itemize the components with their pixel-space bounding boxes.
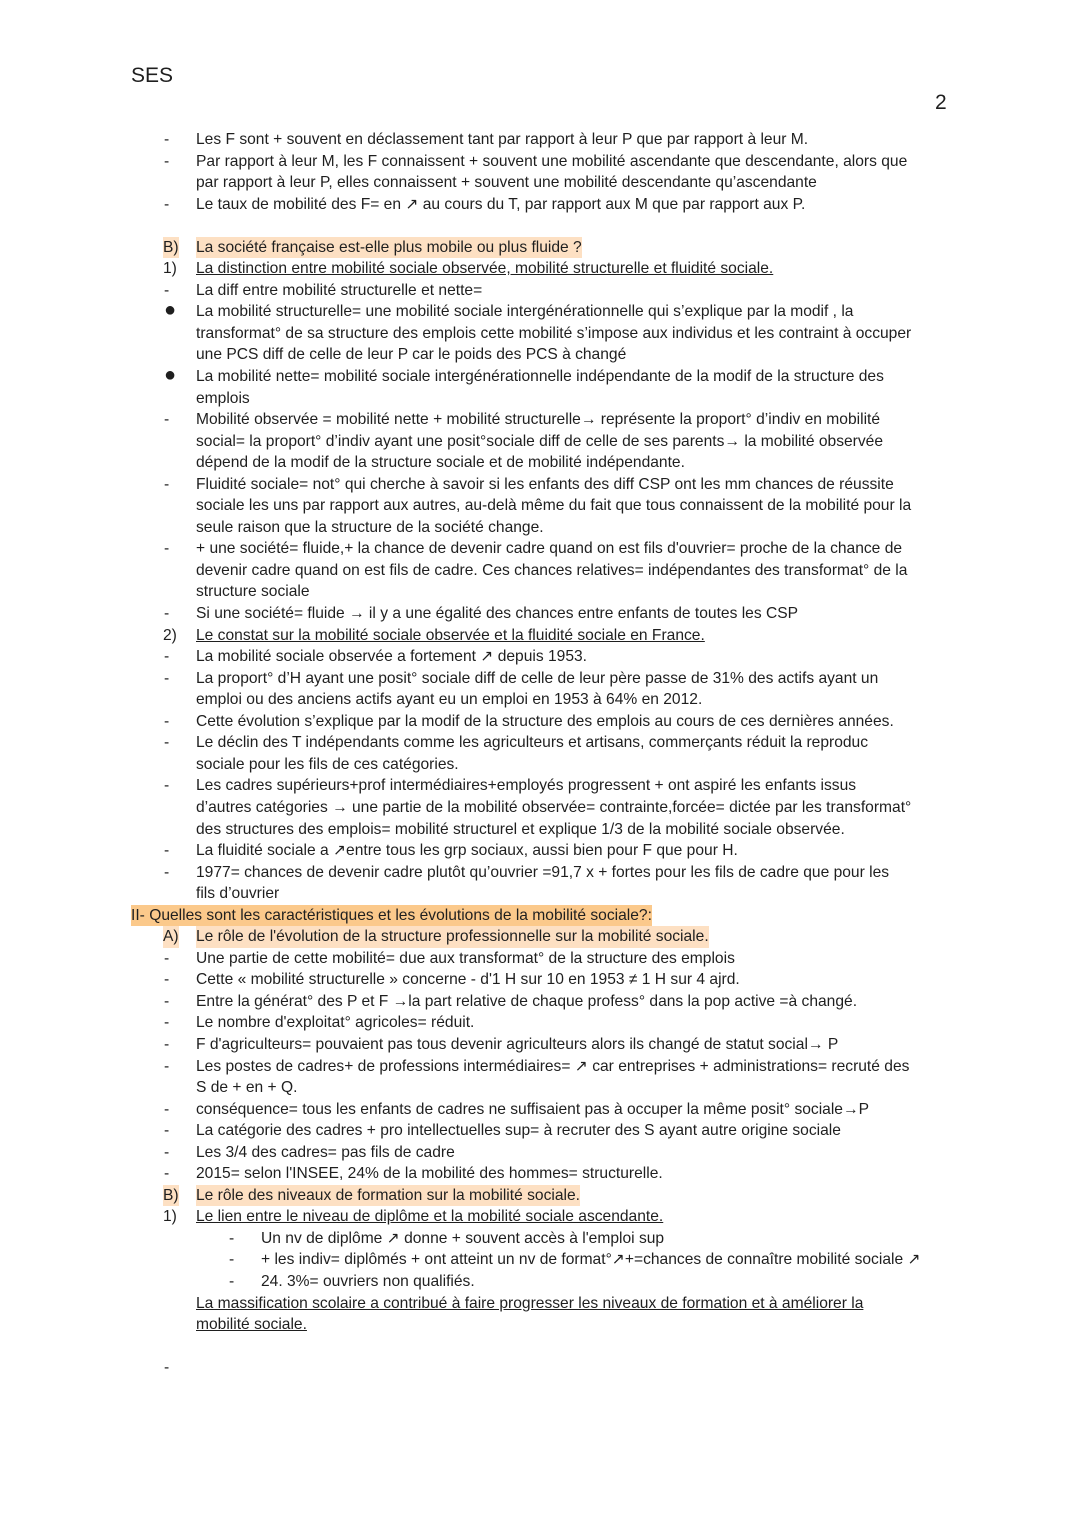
underlined-heading: mobilité sociale. <box>196 1316 307 1334</box>
line-text: conséquence= tous les enfants de cadres ne suffisaient pas à occuper la même posit° sociale→P <box>196 1100 869 1118</box>
text-line <box>0 474 1080 496</box>
text-line <box>0 301 1080 323</box>
subsection-heading: Le rôle de l'évolution de la structure professionnelle sur la mobilité sociale. <box>196 926 709 948</box>
line-text: 1977= chances de devenir cadre plutôt qu’ouvrier =91,7 x + fortes pour les fils de cadre que pour les <box>196 863 890 881</box>
text-line <box>0 215 1080 237</box>
text-line <box>0 431 1080 453</box>
bullet-dash: - <box>164 605 170 623</box>
text-line <box>0 1185 1080 1207</box>
bullet-dash: - <box>164 411 170 429</box>
text-line <box>0 237 1080 259</box>
bullet-dash: - <box>164 1165 170 1183</box>
line-text: Entre la générat° des P et F →la part relative de chaque profess° dans la pop active =à changé. <box>196 992 858 1010</box>
line-text: Cette « mobilité structurelle » concerne - d'1 H sur 10 en 1953 ≠ 1 H sur 4 ajrd. <box>196 971 740 989</box>
bullet-dash: - <box>164 1014 170 1032</box>
text-line <box>0 172 1080 194</box>
text-line <box>0 625 1080 647</box>
page-number: 2 <box>935 91 947 114</box>
line-text: Mobilité observée = mobilité nette + mobilité structurelle→ représente la proport° d’indiv en mobilité <box>196 411 881 429</box>
line-text: La mobilité nette= mobilité sociale intergénérationnelle indépendante de la modif de la structure des <box>196 368 884 386</box>
bullet-dash: - <box>164 949 170 967</box>
text-line <box>0 775 1080 797</box>
text-line <box>0 948 1080 970</box>
text-line <box>0 280 1080 302</box>
text-line <box>0 1099 1080 1121</box>
line-text: Le nombre d'exploitat° agricoles= réduit. <box>196 1014 475 1032</box>
text-line <box>0 905 1080 927</box>
line-text: sociale pour les fils de ces catégories. <box>196 755 459 773</box>
line-text: 24. 3%= ouvriers non qualifiés. <box>261 1272 475 1290</box>
line-text: Une partie de cette mobilité= due aux transformat° de la structure des emplois <box>196 949 735 967</box>
bullet-dash: - <box>229 1229 235 1247</box>
text-line <box>0 258 1080 280</box>
bullet-dash: - <box>164 131 170 148</box>
line-text: Par rapport à leur M, les F connaissent + souvent une mobilité ascendante que descendante, alors que <box>196 152 908 170</box>
text-line <box>0 1336 1080 1358</box>
section-heading: II- Quelles sont les caractéristiques et les évolutions de la mobilité sociale?: <box>131 905 652 927</box>
text-line <box>0 560 1080 582</box>
line-text: La proport° d’H ayant une posit° sociale diff de celle de leur père passe de 31% des actifs ayant un <box>196 669 879 687</box>
text-line <box>0 1163 1080 1185</box>
text-line <box>0 840 1080 862</box>
list-marker: 2) <box>163 626 177 644</box>
line-text: La diff entre mobilité structurelle et nette= <box>196 281 483 299</box>
line-text: La mobilité structurelle= une mobilité sociale intergénérationnelle qui s’explique par la modif , la <box>196 303 854 321</box>
underlined-heading: Le constat sur la mobilité sociale observée et la fluidité sociale en France. <box>196 626 705 644</box>
text-line <box>0 151 1080 173</box>
line-text: Si une société= fluide → il y a une égalité des chances entre enfants de toutes les CSP <box>196 605 799 623</box>
text-line <box>0 581 1080 603</box>
text-line <box>0 129 1080 151</box>
bullet-dash: - <box>229 1251 235 1269</box>
text-line <box>0 797 1080 819</box>
text-line <box>0 689 1080 711</box>
text-line <box>0 538 1080 560</box>
text-line <box>0 495 1080 517</box>
subsection-heading: La société française est-elle plus mobile ou plus fluide ? <box>196 237 582 259</box>
line-text: structure sociale <box>196 583 310 601</box>
text-line <box>0 1293 1080 1315</box>
text-line <box>0 646 1080 668</box>
line-text: sociale les uns par rapport aux autres, au-delà même du fait que tous connaissent de la mobilité pour la <box>196 497 912 515</box>
bullet-dash: - <box>164 669 170 687</box>
text-line <box>0 1012 1080 1034</box>
bullet-dash: - <box>164 734 170 752</box>
underlined-heading: Le lien entre le niveau de diplôme et la mobilité sociale ascendante. <box>196 1208 664 1226</box>
bullet-dash: - <box>164 777 170 795</box>
line-text: seule raison que la structure de la société change. <box>196 518 544 536</box>
bullet-dash: - <box>164 1035 170 1053</box>
line-text: F d'agriculteurs= pouvaient pas tous devenir agriculteurs alors ils changé de statut social→ P <box>196 1035 839 1053</box>
text-line <box>0 1206 1080 1228</box>
text-line <box>0 1142 1080 1164</box>
text-line <box>0 603 1080 625</box>
text-line <box>0 969 1080 991</box>
line-text: Les postes de cadres+ de professions intermédiaires= ↗ car entreprises + administrations= recruté des <box>196 1057 910 1075</box>
text-line <box>0 517 1080 539</box>
bullet-dash: - <box>164 1122 170 1140</box>
list-marker: 1) <box>163 1208 177 1226</box>
line-text: La catégorie des cadres + pro intellectuelles sup= à recruter des S ayant autre origine sociale <box>196 1122 841 1140</box>
line-text: Les cadres supérieurs+prof intermédiaires+employés progressent + ont aspiré les enfants issus <box>196 777 857 795</box>
line-text: Un nv de diplôme ↗ donne + souvent accès à l'emploi sup <box>261 1229 665 1247</box>
text-line <box>0 711 1080 733</box>
bullet-dash: - <box>164 648 170 666</box>
text-line <box>0 1357 1080 1379</box>
text-line <box>0 1314 1080 1336</box>
line-text: dépend de la modif de la structure sociale et de mobilité indépendante. <box>196 454 685 472</box>
text-line <box>0 1120 1080 1142</box>
text-line <box>0 1034 1080 1056</box>
line-text: par rapport à leur P, elles connaissent + souvent une mobilité descendante qu’ascendante <box>196 174 817 192</box>
line-text: transformat° de sa structure des emplois cette mobilité s’impose aux individus et les contraint à occuper <box>196 324 912 342</box>
line-text: devenir cadre quand on est fils de cadre. Ces chances relatives= indépendantes des transformat° de la <box>196 561 908 579</box>
bullet-dot: ● <box>164 364 177 387</box>
bullet-dash: - <box>164 992 170 1010</box>
text-line <box>0 323 1080 345</box>
line-text: 2015= selon l'INSEE, 24% de la mobilité des hommes= structurelle. <box>196 1165 663 1183</box>
header-title: SES <box>131 64 174 87</box>
underlined-heading: La massification scolaire a contribué à faire progresser les niveaux de formation et à améliorer la <box>196 1294 864 1312</box>
line-text: + une société= fluide,+ la chance de devenir cadre quand on est fils d'ouvrier= proche de la chance de <box>196 540 903 558</box>
bullet-dash: - <box>164 712 170 730</box>
text-line <box>0 732 1080 754</box>
line-text: Fluidité sociale= not° qui cherche à savoir si les enfants des diff CSP ont les mm chances de réussite <box>196 475 894 493</box>
line-text: social= la proport° d’indiv ayant une posit°sociale diff de celle de ses parents→ la mobilité observée <box>196 432 884 450</box>
line-text: Les F sont + souvent en déclassement tant par rapport à leur P que par rapport à leur M. <box>196 131 809 148</box>
line-text: emplois <box>196 389 250 407</box>
list-marker: A) <box>163 926 179 948</box>
line-text: Le déclin des T indépendants comme les agriculteurs et artisans, commerçants réduit la reproduc <box>196 734 869 752</box>
document-body <box>0 129 1080 1379</box>
bullet-dash: - <box>229 1272 235 1290</box>
list-marker: B) <box>163 1185 179 1207</box>
text-line <box>0 388 1080 410</box>
bullet-dash: - <box>164 1057 170 1075</box>
text-line <box>0 862 1080 884</box>
line-text: emploi ou des anciens actifs ayant eu un emploi en 1953 à 64% en 2012. <box>196 691 703 709</box>
bullet-dash: - <box>164 152 170 170</box>
line-text: Cette évolution s’explique par la modif de la structure des emplois au cours de ces dernières années. <box>196 712 894 730</box>
text-line <box>0 366 1080 388</box>
text-line <box>0 409 1080 431</box>
bullet-dash: - <box>164 1143 170 1161</box>
underlined-heading: La distinction entre mobilité sociale observée, mobilité structurelle et fluidité sociale. <box>196 260 774 278</box>
text-line <box>0 754 1080 776</box>
text-line <box>0 926 1080 948</box>
bullet-dash: - <box>164 863 170 881</box>
text-line <box>0 991 1080 1013</box>
line-text: + les indiv= diplômés + ont atteint un nv de format°↗+=chances de connaître mobilité sociale ↗ <box>261 1251 921 1269</box>
text-line <box>0 1271 1080 1293</box>
line-text: fils d’ouvrier <box>196 885 280 903</box>
line-text: Les 3/4 des cadres= pas fils de cadre <box>196 1143 455 1161</box>
text-line <box>0 819 1080 841</box>
text-line <box>0 344 1080 366</box>
bullet-dash: - <box>164 540 170 558</box>
line-text: une PCS diff de celle de leur P car le poids des PCS à changé <box>196 346 627 364</box>
subsection-heading: Le rôle des niveaux de formation sur la mobilité sociale. <box>196 1185 580 1207</box>
text-line <box>0 1056 1080 1078</box>
list-marker: B) <box>163 237 179 259</box>
bullet-dash: - <box>164 842 170 860</box>
line-text: Le taux de mobilité des F= en ↗ au cours du T, par rapport aux M que par rapport aux P. <box>196 195 806 213</box>
text-line <box>0 1249 1080 1271</box>
text-line <box>0 668 1080 690</box>
list-marker: 1) <box>163 260 177 278</box>
bullet-dash: - <box>164 1100 170 1118</box>
line-text: S de + en + Q. <box>196 1079 298 1097</box>
line-text: La fluidité sociale a ↗entre tous les grp sociaux, aussi bien pour F que pour H. <box>196 842 738 860</box>
line-text: des structures des emplois= mobilité structurel et explique 1/3 de la mobilité sociale observée. <box>196 820 845 838</box>
text-line <box>0 194 1080 216</box>
text-line <box>0 452 1080 474</box>
bullet-dash: - <box>164 281 170 299</box>
bullet-dash: - <box>164 195 170 213</box>
bullet-dash: - <box>164 971 170 989</box>
bullet-dash: - <box>164 1359 170 1377</box>
bullet-dot: ● <box>164 299 177 322</box>
line-text: La mobilité sociale observée a fortement ↗ depuis 1953. <box>196 648 588 666</box>
text-line <box>0 883 1080 905</box>
bullet-dash: - <box>164 475 170 493</box>
line-text: d’autres catégories → une partie de la mobilité observée= contrainte,forcée= dictée par les transformat° <box>196 798 912 816</box>
text-line <box>0 1077 1080 1099</box>
text-line <box>0 1228 1080 1250</box>
